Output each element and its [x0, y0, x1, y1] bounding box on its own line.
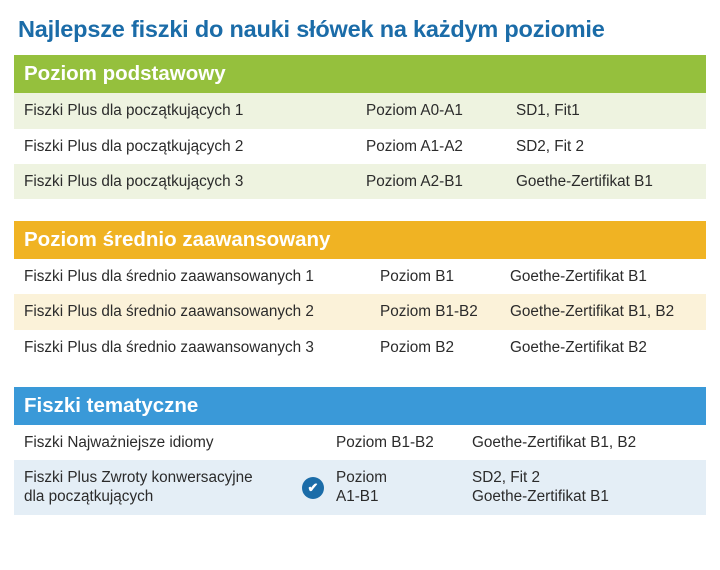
course-exam: Goethe-Zertifikat B1, B2 [472, 434, 637, 452]
course-level: Poziom B1-B2 [380, 303, 478, 321]
course-name: Fiszki Plus dla początkujących 3 [24, 172, 244, 190]
section-poziom-podstawowy [14, 55, 706, 199]
table-row[interactable] [14, 330, 706, 365]
course-exam: Goethe-Zertifikat B2 [510, 338, 647, 356]
course-name: Fiszki Plus dla średnio zaawansowanych 2 [24, 303, 314, 321]
course-name [14, 460, 336, 514]
course-name-label: Fiszki Plus Zwroty konwersacyjne dla początkujących [24, 469, 253, 506]
section-fiszki-tematyczne [14, 387, 706, 515]
section-divider [14, 365, 706, 387]
table-row[interactable] [14, 129, 706, 164]
course-exam: Goethe-Zertifikat B1 [516, 172, 653, 190]
table-basic [14, 93, 706, 198]
course-level: Poziom A1-A2 [366, 137, 463, 155]
page-title: Najlepsze fiszki do nauki słówek na każdym poziomie [18, 16, 605, 42]
table-row[interactable] [14, 164, 706, 199]
course-level: Poziom A2-B1 [366, 172, 463, 190]
table-row[interactable] [14, 259, 706, 294]
course-exam: SD1, Fit1 [516, 102, 580, 120]
course-exam: Goethe-Zertifikat B1 [510, 268, 647, 286]
course-name: Fiszki Najważniejsze idiomy [24, 434, 214, 452]
table-row[interactable] [14, 93, 706, 128]
table-row[interactable] [14, 294, 706, 329]
course-exam: SD2, Fit 2 [516, 137, 585, 155]
course-level: Poziom B1 [380, 268, 454, 286]
table-row[interactable] [14, 460, 706, 514]
check-icon: ✔ [302, 477, 324, 499]
section-poziom-srednio-zaawansowany [14, 221, 706, 365]
course-level: Poziom A0-A1 [366, 102, 463, 120]
section-divider [14, 199, 706, 221]
course-level: Poziom B1-B2 [336, 434, 434, 452]
course-name: Fiszki Plus dla średnio zaawansowanych 1 [24, 268, 314, 286]
course-name: Fiszki Plus dla początkujących 1 [24, 102, 244, 120]
course-name: Fiszki Plus dla początkujących 2 [24, 137, 244, 155]
course-exam: Goethe-Zertifikat B1, B2 [510, 303, 675, 321]
course-level: Poziom A1-B1 [336, 469, 388, 506]
course-level: Poziom B2 [380, 338, 454, 356]
section-header-basic: Poziom podstawowy [14, 55, 706, 94]
course-name: Fiszki Plus dla średnio zaawansowanych 3 [24, 338, 314, 356]
section-header-intermediate: Poziom średnio zaawansowany [14, 221, 706, 260]
table-thematic [14, 425, 706, 514]
table-intermediate [14, 259, 706, 364]
section-header-thematic: Fiszki tematyczne [14, 387, 706, 426]
course-exam: SD2, Fit 2 Goethe-Zertifikat B1 [472, 469, 609, 506]
table-row[interactable] [14, 425, 706, 460]
